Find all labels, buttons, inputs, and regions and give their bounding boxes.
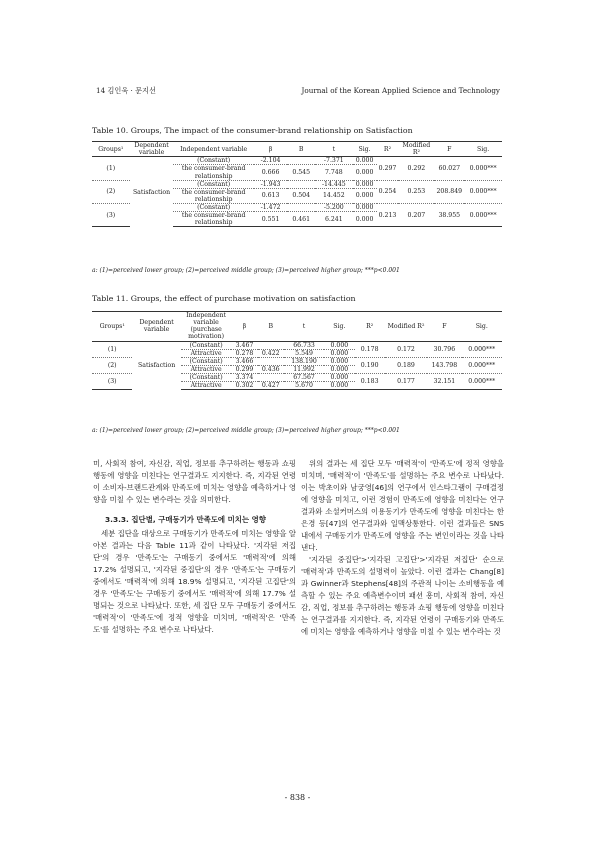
table10-header: R² (377, 142, 399, 157)
t-cell: 5.549 (284, 349, 324, 357)
beta-cell: -1.943 (254, 180, 288, 188)
page-number: - 838 - (284, 793, 311, 802)
fsig-cell: 0.000*** (462, 357, 502, 373)
iv-cell: Attractive (181, 365, 231, 373)
f-cell: 38.955 (434, 204, 464, 227)
fsig-cell: 0.000*** (464, 180, 502, 203)
sig-cell: 0.000 (353, 204, 377, 212)
sig-cell: 0.000 (353, 180, 377, 188)
r2-cell: 0.183 (355, 374, 385, 390)
mr2-cell: 0.172 (385, 341, 427, 357)
beta-cell: 0.278 (231, 349, 257, 357)
b-cell: 0.504 (287, 188, 315, 203)
iv-cell: Attractive (181, 349, 231, 357)
sig-cell: 0.000 (353, 165, 377, 180)
table11-header: Modified R² (385, 312, 427, 342)
table10-note: a: (1)=perceived lower group; (2)=perceived middle group; (3)=perceived higher group; ***p<0.001 (92, 267, 400, 274)
beta-cell: 3.374 (231, 374, 257, 382)
b-cell: 0.545 (287, 165, 315, 180)
f-cell: 32.151 (427, 374, 461, 390)
f-cell: 30.796 (427, 341, 461, 357)
fsig-cell: 0.000*** (462, 341, 502, 357)
b-cell: 0.461 (287, 212, 315, 227)
table11-note: a: (1)=perceived lower group; (2)=perceived middle group; (3)=perceived higher group; ***p<0.001 (92, 427, 400, 434)
section-heading: 3.3.3. 집단별, 구매동기가 만족도에 미치는 영향 (105, 515, 266, 524)
group-cell: (3) (92, 374, 132, 390)
table11-header: Sig. (462, 312, 502, 342)
t-cell: 5.670 (284, 382, 324, 390)
table-row (92, 341, 502, 349)
header-right: Journal of the Korean Applied Science and Technology (301, 86, 500, 95)
r2-cell: 0.297 (377, 157, 399, 180)
f-cell: 143.798 (427, 357, 461, 373)
mr2-cell: 0.177 (385, 374, 427, 390)
t-cell: -5.200 (315, 204, 353, 212)
iv-cell: (Constant) (173, 157, 253, 165)
sig-cell: 0.000 (353, 188, 377, 203)
table11-caption: Table 11. Groups, the effect of purchase motivation on satisfaction (92, 294, 356, 303)
t-cell: 14.452 (315, 188, 353, 203)
body-paragraph: 위의 결과는 세 집단 모두 '매력적'이 '만족도'에 정적 영향을 미치며, '매력적'이 '만족도'를 설명하는 주요 변수로 나타났다. 이는 박초이와 남궁영[46]의 연구에서 인스타그램이 구매결정에 영향을 미치고, 이런 경험이 만족도에 영향을 미친다는 연구결과와 소셜커머스의 이용동기가 만족도에 영향을 미친다는 한은경 등[47]의 연구결과와 일맥상통한다. 이런 결과들은 SNS 내에서 구매동기가 만족도에 영향을 주는 변인이라는 것을 나타낸다. (301, 459, 504, 552)
iv-cell: (Constant) (181, 374, 231, 382)
table10-header: Modified R² (398, 142, 434, 157)
table10-caption: Table 10. Groups, The impact of the consumer-brand relationship on Satisfaction (92, 126, 413, 135)
table11-header: Dependent variable (132, 312, 180, 342)
iv-cell: (Constant) (173, 204, 253, 212)
beta-cell: 3.467 (231, 341, 257, 349)
iv-cell: the consumer-brand relationship (173, 188, 253, 203)
t-cell: 6.241 (315, 212, 353, 227)
sig-cell: 0.000 (324, 374, 354, 382)
sig-cell: 0.000 (324, 382, 354, 390)
t-cell: 11.992 (284, 365, 324, 373)
body-paragraph: '지각된 중집단'>'지각된 고집단'>'지각된 저집단' 순으로 '매력적'과 만족도의 설명력이 높았다. 이런 결과는 Chang[8]과 Gwinner과 Stephens[48]의 주관적 나이는 소비행동을 예측할 수 있는 주요 예측변수이며 패션 흥미, 사회적 참여, 자신감, 직업, 정보를 추구하려는 행동과 쇼핑 행동에 영향을 미친다는 연구결과를 지지한다. 즉, 지각된 연령이 구매동기와 만족도에 미치는 영향을 예측하거나 영향을 미칠 수 있는 변수라는 것 (301, 555, 504, 636)
b-cell (287, 204, 315, 212)
beta-cell: 0.613 (254, 188, 288, 203)
mr2-cell: 0.292 (398, 157, 434, 180)
table-row (92, 157, 502, 165)
table11-header: B (258, 312, 284, 342)
table11-header: Sig. (324, 312, 354, 342)
sig-cell: 0.000 (324, 349, 354, 357)
running-header (96, 86, 500, 96)
r2-cell: 0.254 (377, 180, 399, 203)
b-cell: 0.436 (258, 365, 284, 373)
dependent-cell: Satisfaction (132, 188, 171, 196)
b-cell (287, 180, 315, 188)
b-cell (258, 357, 284, 365)
table10-header-row (92, 142, 502, 157)
sig-cell: 0.000 (324, 341, 354, 349)
t-cell: 67.567 (284, 374, 324, 382)
beta-cell: 0.551 (254, 212, 288, 227)
iv-cell: (Constant) (173, 180, 253, 188)
mr2-cell: 0.207 (398, 204, 434, 227)
table10-header: β (254, 142, 288, 157)
table11-header: F (427, 312, 461, 342)
beta-cell: 3.466 (231, 357, 257, 365)
table11-header: β (231, 312, 257, 342)
b-cell: 0.422 (258, 349, 284, 357)
beta-cell: -1.472 (254, 204, 288, 212)
r2-cell: 0.178 (355, 341, 385, 357)
beta-cell: -2.104 (254, 157, 288, 165)
right-column (301, 458, 504, 638)
table10-header: Groups¹ (92, 142, 130, 157)
table10-header: F (434, 142, 464, 157)
dependent-cell: Satisfaction (138, 362, 176, 370)
iv-cell: Attractive (181, 382, 231, 390)
t-cell: -7.371 (315, 157, 353, 165)
sig-cell: 0.000 (353, 157, 377, 165)
body-paragraph: 세분 집단을 대상으로 구매동기가 만족도에 미치는 영향을 알아본 결과는 다음 Table 11과 같이 나타났다. '지각된 저집단'의 경우 '만족도'는 구매동기 중에서도 '매력적'에 의해 17.2% 설명되고, '지각된 중집단'의 경우 '만족도'는 구매동기 중에서도 '매력적'에 의해 18.9% 설명되고, '지각된 고집단'의 경우 '만족도'는 구매동기 중에서도 '매력적'에 의해 17.7% 설명되는 것으로 나타났다. 또한, 세 집단 모두 구매동기 중에서도 '매력적'이 '만족도'에 정적 영향을 미치며, '매력적'은 '만족도'를 설명하는 주요 변수로 나타났다. (93, 529, 296, 634)
group-cell: (2) (92, 357, 132, 373)
beta-cell: 0.666 (254, 165, 288, 180)
b-cell: 0.427 (258, 382, 284, 390)
t-cell: -14.445 (315, 180, 353, 188)
sig-cell: 0.000 (324, 365, 354, 373)
mr2-cell: 0.253 (398, 180, 434, 203)
left-column (93, 458, 296, 636)
fsig-cell: 0.000*** (464, 157, 502, 180)
table10-header: Sig. (464, 142, 502, 157)
sig-cell: 0.000 (324, 357, 354, 365)
iv-cell: the consumer-brand relationship (173, 165, 253, 180)
table11-header: Groups¹ (92, 312, 132, 342)
table11-header: Independent variable (purchase motivation) (181, 312, 231, 342)
t-cell: 7.748 (315, 165, 353, 180)
table11-header: t (284, 312, 324, 342)
fsig-cell: 0.000*** (462, 374, 502, 390)
beta-cell: 0.299 (231, 365, 257, 373)
b-cell (258, 341, 284, 349)
group-cell: (3) (92, 204, 130, 227)
b-cell (287, 157, 315, 165)
fsig-cell: 0.000*** (464, 204, 502, 227)
t-cell: 66.733 (284, 341, 324, 349)
table10-header: B (287, 142, 315, 157)
table10-header: Sig. (353, 142, 377, 157)
r2-cell: 0.213 (377, 204, 399, 227)
t-cell: 138.190 (284, 357, 324, 365)
r2-cell: 0.190 (355, 357, 385, 373)
group-cell: (2) (92, 180, 130, 203)
beta-cell: 0.302 (231, 382, 257, 390)
iv-cell: (Constant) (181, 341, 231, 349)
f-cell: 208.849 (434, 180, 464, 203)
table10-header: t (315, 142, 353, 157)
b-cell (258, 374, 284, 382)
table10-header: Independent variable (173, 142, 253, 157)
group-cell: (1) (92, 341, 132, 357)
table11 (92, 311, 502, 390)
body-paragraph: 미, 사회적 참여, 자신감, 직업, 정보를 추구하려는 행동과 쇼핑 행동에 영향을 미친다는 연구결과도 지지한다. 즉, 지각된 연령이 소비자-브랜드관계와 만족도에 미치는 영향을 예측하거나 영향을 미칠 수 있는 변수라는 것을 의미한다. (93, 459, 296, 504)
table11-header-row (92, 312, 502, 342)
table11-header: R² (355, 312, 385, 342)
iv-cell: the consumer-brand relationship (173, 212, 253, 227)
f-cell: 60.027 (434, 157, 464, 180)
mr2-cell: 0.189 (385, 357, 427, 373)
group-cell: (1) (92, 157, 130, 180)
table10-header: Dependent variable (130, 142, 174, 157)
table10 (92, 141, 502, 227)
sig-cell: 0.000 (353, 212, 377, 227)
header-left: 14 김인욱 · 문지선 (96, 86, 156, 95)
iv-cell: (Constant) (181, 357, 231, 365)
